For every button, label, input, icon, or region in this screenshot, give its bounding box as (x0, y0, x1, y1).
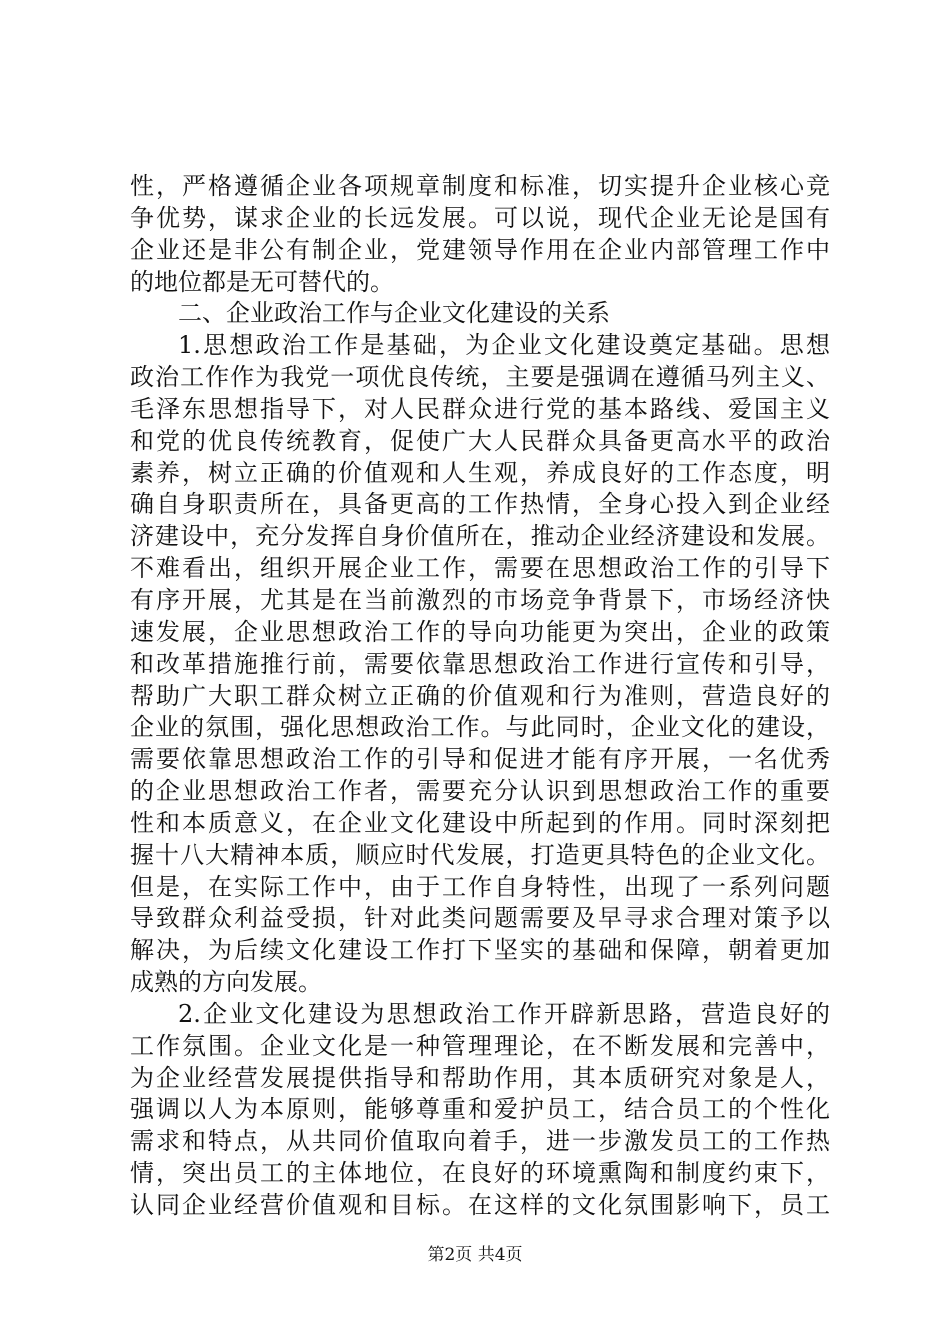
text-line: 政治工作作为我党一项优良传统，主要是强调在遵循马列主义、 (130, 363, 830, 392)
text-line: 和党的优良传统教育，促使广大人民群众具备更高水平的政治 (130, 426, 830, 455)
text-line: 帮助广大职工群众树立正确的价值观和行为准则，营造良好的 (130, 681, 830, 710)
text-line: 1.思想政治工作是基础，为企业文化建设奠定基础。思想 (178, 331, 830, 360)
text-line: 成熟的方向发展。 (130, 968, 322, 997)
text-line: 2.企业文化建设为思想政治工作开辟新思路，营造良好的 (178, 999, 830, 1028)
text-line: 速发展，企业思想政治工作的导向功能更为突出，企业的政策 (130, 617, 830, 646)
text-line: 有序开展，尤其是在当前激烈的市场竞争背景下，市场经济快 (130, 585, 830, 614)
text-line: 性，严格遵循企业各项规章制度和标准，切实提升企业核心竞 (130, 172, 830, 200)
text-line: 强调以人为本原则，能够尊重和爱护员工，结合员工的个性化 (130, 1095, 830, 1124)
page-number-footer: 第2页 共4页 (427, 1245, 523, 1265)
text-line: 不难看出，组织开展企业工作，需要在思想政治工作的引导下 (130, 554, 830, 583)
text-line: 素养，树立正确的价值观和人生观，养成良好的工作态度，明 (130, 458, 830, 487)
text-line: 握十八大精神本质，顺应时代发展，打造更具特色的企业文化。 (130, 840, 830, 869)
text-line: 确自身职责所在，具备更高的工作热情，全身心投入到企业经 (130, 490, 830, 519)
text-line: 但是，在实际工作中，由于工作自身特性，出现了一系列问题 (130, 872, 830, 901)
text-line: 企业的氛围，强化思想政治工作。与此同时，企业文化的建设， (130, 713, 830, 742)
body-text (130, 171, 830, 1222)
text-line: 的地位都是无可替代的。 (130, 267, 394, 296)
text-line: 性和本质意义，在企业文化建设中所起到的作用。同时深刻把 (130, 808, 830, 837)
text-line: 的企业思想政治工作者，需要充分认识到思想政治工作的重要 (130, 777, 830, 806)
text-line: 需求和特点，从共同价值取向着手，进一步激发员工的工作热 (130, 1127, 830, 1156)
text-line: 和改革措施推行前，需要依靠思想政治工作进行宣传和引导， (130, 649, 830, 678)
section-heading: 二、企业政治工作与企业文化建设的关系 (178, 299, 610, 328)
text-line: 需要依靠思想政治工作的引导和促进才能有序开展，一名优秀 (130, 745, 830, 774)
text-line: 认同企业经营价值观和目标。在这样的文化氛围影响下，员工 (130, 1191, 830, 1219)
text-line: 情，突出员工的主体地位，在良好的环境熏陶和制度约束下， (130, 1159, 830, 1188)
text-line: 为企业经营发展提供指导和帮助作用，其本质研究对象是人， (130, 1063, 830, 1092)
text-line: 毛泽东思想指导下，对人民群众进行党的基本路线、爱国主义 (130, 394, 830, 423)
text-line: 争优势，谋求企业的长远发展。可以说，现代企业无论是国有 (130, 203, 830, 232)
text-line: 导致群众利益受损，针对此类问题需要及早寻求合理对策予以 (130, 904, 830, 933)
text-line: 工作氛围。企业文化是一种管理理论，在不断发展和完善中， (130, 1031, 830, 1060)
text-line: 企业还是非公有制企业，党建领导作用在企业内部管理工作中 (130, 235, 830, 264)
text-line: 解决，为后续文化建设工作打下坚实的基础和保障，朝着更加 (130, 936, 830, 965)
text-line: 济建设中，充分发挥自身价值所在，推动企业经济建设和发展。 (130, 522, 830, 551)
